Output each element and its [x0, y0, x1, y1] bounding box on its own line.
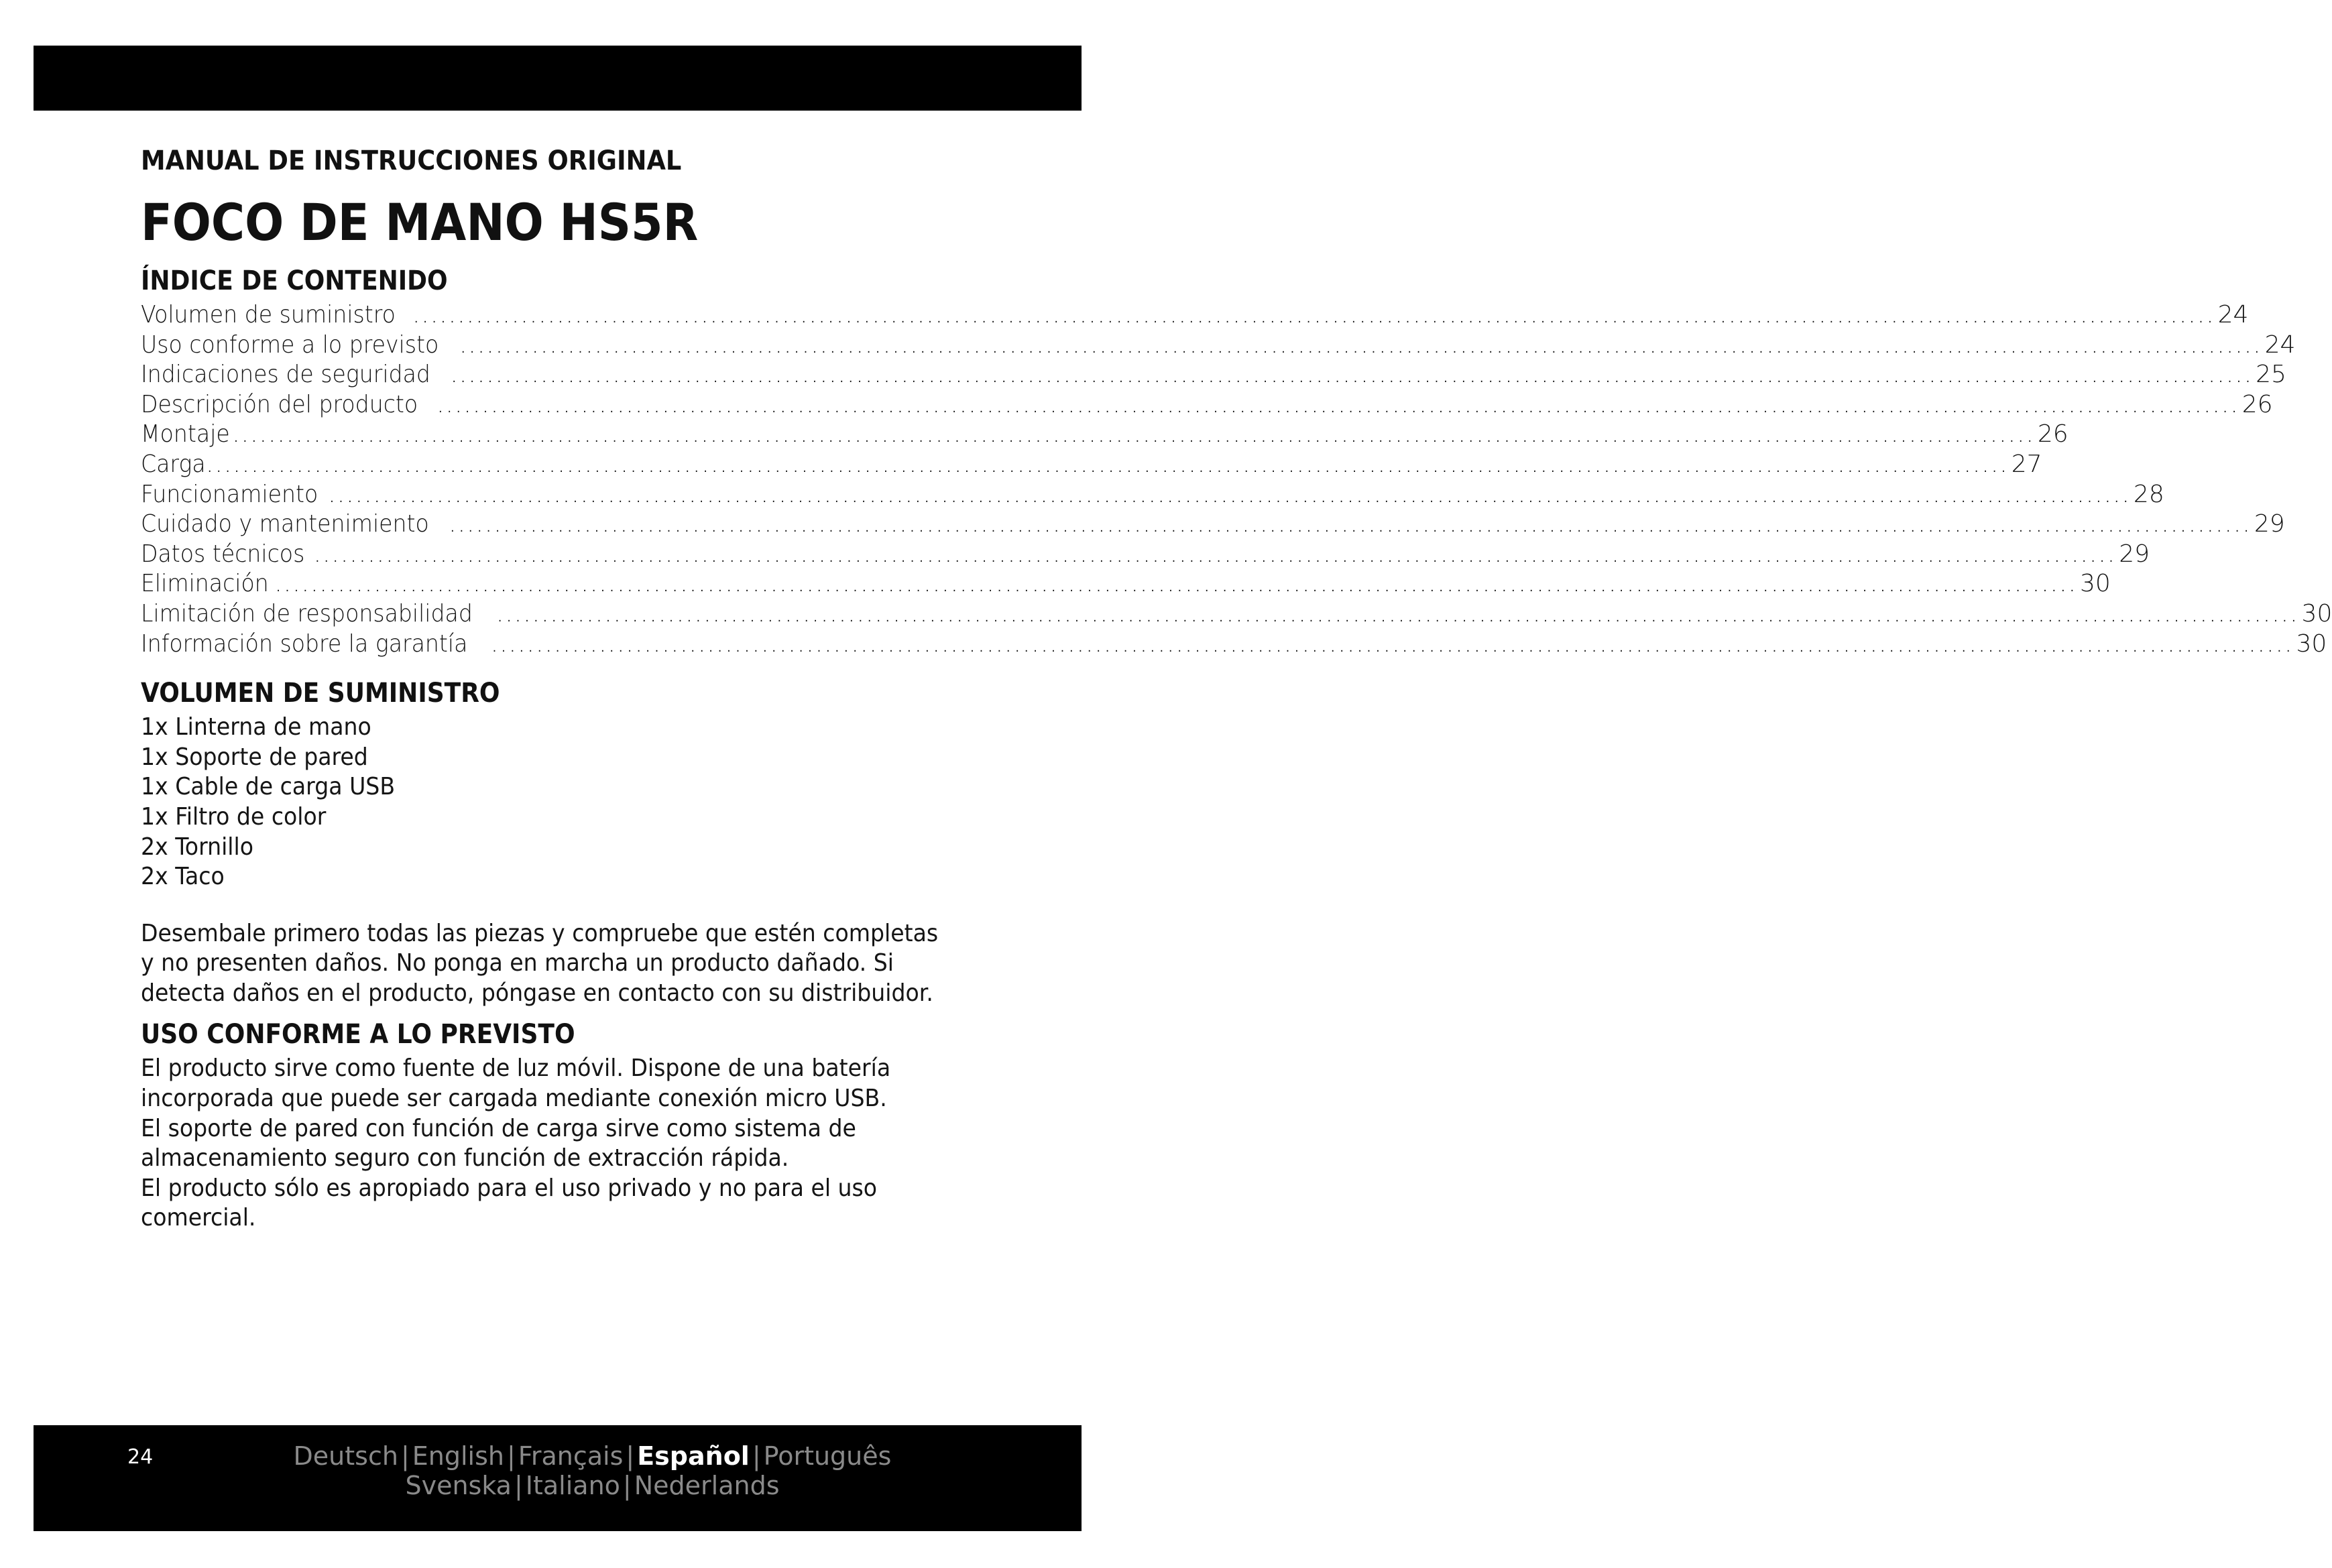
toc-leader-dots: ........................................................................................................................................................................................................ [274, 570, 2078, 598]
language-link[interactable]: Français [518, 1441, 624, 1471]
paragraph-line: y no presenten daños. No ponga en marcha un producto dañado. Si [141, 949, 894, 977]
toc-item-label: Indicaciones de seguridad [141, 361, 430, 389]
toc-leader-dots: ........................................................................................................................................................................................................ [328, 480, 2131, 508]
toc-item[interactable] [141, 629, 2327, 660]
toc-leader-dots: ........................................................................................................................................................................................................ [313, 540, 2117, 568]
paragraph-line: almacenamiento seguro con función de extracción rápida. [141, 1144, 789, 1172]
toc-item[interactable] [141, 330, 2296, 361]
toc-item[interactable] [141, 569, 2111, 599]
toc-item-page: 26 [2037, 420, 2068, 448]
manual-subtitle: MANUAL DE INSTRUCCIONES ORIGINAL [141, 145, 682, 176]
toc-item-page: 29 [2119, 540, 2150, 568]
toc-item-page: 30 [2296, 629, 2327, 658]
language-link[interactable]: Deutsch [293, 1441, 398, 1471]
toc-item[interactable] [141, 390, 2273, 420]
language-row-2 [68, 1471, 1116, 1500]
supply-item: 1x Cable de carga USB [141, 773, 396, 801]
supply-item: 1x Filtro de color [141, 802, 327, 831]
toc-leader-dots: ........................................................................................................................................................................................................ [232, 420, 2035, 448]
toc-item-label: Descripción del producto [141, 390, 418, 418]
toc-leader-dots: ........................................................................................................................................................................................................ [459, 330, 2262, 359]
toc-leader-dots: ........................................................................................................................................................................................................ [490, 629, 2294, 658]
supply-item: 2x Tornillo [141, 833, 253, 861]
toc-leader-dots: ........................................................................................................................................................................................................ [436, 390, 2239, 418]
paragraph-line: detecta daños en el producto, póngase en contacto con su distribuidor. [141, 979, 933, 1007]
toc-item-label: Carga [141, 450, 206, 478]
toc-item[interactable] [141, 599, 2332, 629]
toc-item[interactable] [141, 300, 2249, 330]
toc-item-page: 28 [2133, 480, 2164, 508]
toc-item-page: 30 [2080, 570, 2111, 598]
intended-use-heading: USO CONFORME A LO PREVISTO [141, 1019, 575, 1050]
language-link[interactable]: Svenska [405, 1471, 512, 1500]
toc-item[interactable] [141, 360, 2286, 390]
toc-item-page: 25 [2256, 361, 2286, 389]
toc-item-page: 30 [2301, 599, 2332, 627]
toc-item-page: 24 [2264, 330, 2296, 359]
language-row-1 [68, 1441, 1116, 1471]
paragraph-line: El soporte de pared con función de carga sirve como sistema de [141, 1114, 856, 1142]
toc-leader-dots: ........................................................................................................................................................................................................ [412, 301, 2215, 328]
toc-item[interactable] [141, 450, 2042, 480]
toc-item-label: Eliminación [141, 570, 269, 598]
supply-item: 1x Soporte de pared [141, 743, 368, 771]
toc-item-label: Limitación de responsabilidad [141, 599, 473, 627]
supply-item: 2x Taco [141, 863, 225, 891]
paragraph-line: El producto sirve como fuente de luz móvil. Dispone de una batería [141, 1054, 891, 1083]
language-link[interactable]: English [412, 1441, 504, 1471]
top-header-bar [34, 46, 1082, 111]
language-separator: | [506, 1441, 516, 1471]
supply-heading: VOLUMEN DE SUMINISTRO [141, 678, 500, 709]
toc-item-label: Montaje [141, 420, 230, 448]
language-separator: | [400, 1441, 410, 1471]
supply-paragraph [141, 919, 1012, 1009]
page-content [141, 141, 2332, 1233]
toc-item-label: Cuidado y mantenimiento [141, 510, 429, 538]
supply-item: 1x Linterna de mano [141, 713, 371, 741]
paragraph-line: El producto sólo es apropiado para el uso privado y no para el uso [141, 1174, 878, 1202]
toc-leader-dots: ........................................................................................................................................................................................................ [495, 599, 2299, 627]
toc-item-page: 26 [2241, 390, 2273, 418]
toc-item-page: 27 [2011, 450, 2042, 478]
toc-item-label: Volumen de suministro [141, 301, 396, 328]
language-link[interactable]: Português [763, 1441, 892, 1471]
toc-item-label: Funcionamiento [141, 480, 318, 508]
toc-item-label: Datos técnicos [141, 540, 305, 568]
toc-leader-dots: ........................................................................................................................................................................................................ [449, 510, 2252, 538]
table-of-contents [141, 300, 2332, 659]
toc-item-page: 24 [2217, 301, 2249, 328]
toc-leader-dots: ........................................................................................................................................................................................................ [206, 450, 2009, 478]
toc-item[interactable] [141, 509, 2285, 540]
language-link[interactable]: Nederlands [634, 1471, 780, 1500]
toc-leader-dots: ........................................................................................................................................................................................................ [450, 361, 2254, 389]
toc-heading: ÍNDICE DE CONTENIDO [141, 265, 448, 296]
language-separator: | [626, 1441, 635, 1471]
toc-item-label: Uso conforme a lo previsto [141, 330, 439, 359]
toc-item-page: 29 [2254, 510, 2285, 538]
intended-use-paragraph [141, 1054, 1012, 1233]
footer-bar [34, 1425, 1082, 1531]
language-link[interactable]: Italiano [525, 1471, 620, 1500]
language-separator: | [514, 1471, 523, 1500]
page-number: 24 [127, 1445, 154, 1469]
toc-item[interactable] [141, 540, 2150, 570]
paragraph-line: incorporada que puede ser cargada mediante conexión micro USB. [141, 1085, 887, 1113]
language-separator: | [752, 1441, 761, 1471]
toc-item[interactable] [141, 420, 2068, 450]
toc-item[interactable] [141, 480, 2164, 510]
paragraph-line: comercial. [141, 1204, 256, 1232]
product-title: FOCO DE MANO HS5R [141, 192, 699, 252]
language-separator: | [622, 1471, 632, 1500]
paragraph-line: Desembale primero todas las piezas y compruebe que estén completas [141, 919, 939, 947]
supply-list [141, 713, 1012, 892]
toc-item-label: Información sobre la garantía [141, 629, 468, 658]
language-link[interactable]: Español [637, 1441, 750, 1471]
